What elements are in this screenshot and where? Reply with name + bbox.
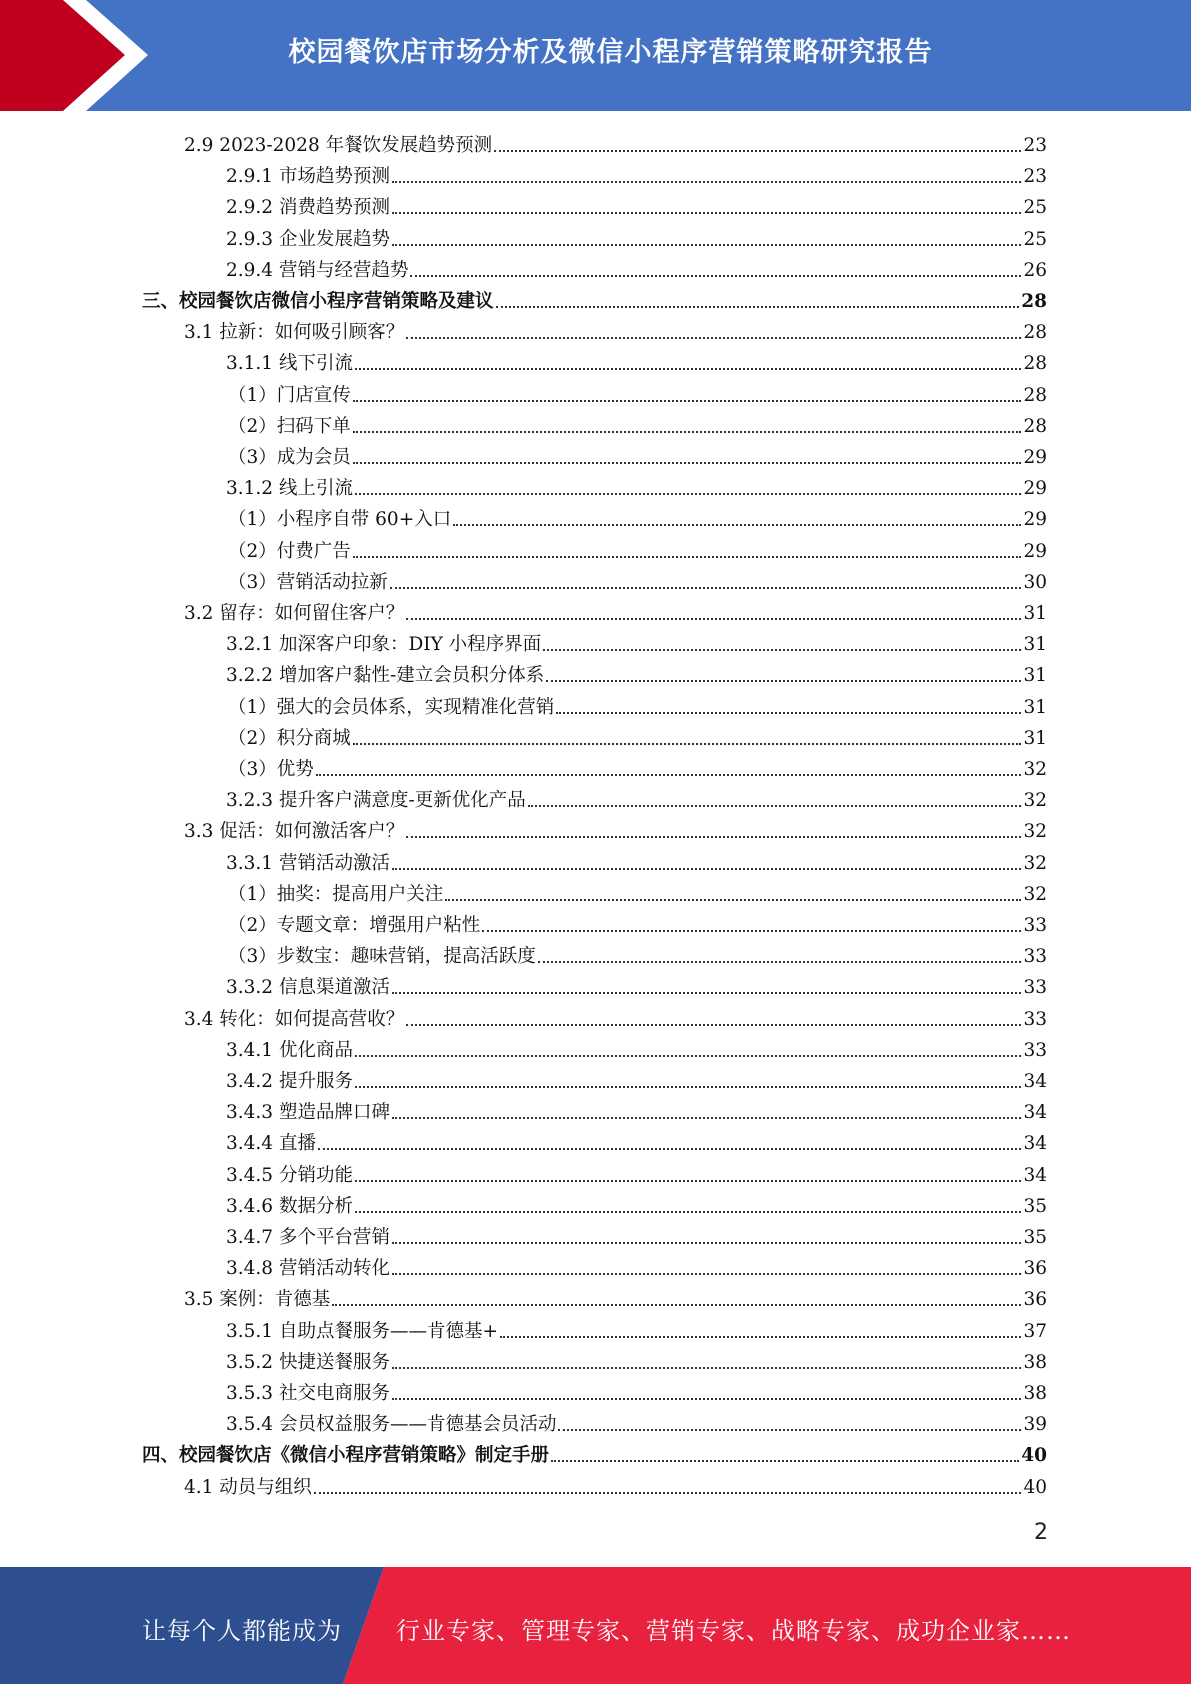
toc-entry-page: 38 <box>1023 1351 1047 1373</box>
toc-entry[interactable] <box>228 690 1047 721</box>
toc-entry-label: 3.4.8 营销活动转化 <box>226 1258 390 1280</box>
toc-dot-leader <box>392 1398 1021 1400</box>
toc-entry-label: 四、校园餐饮店《微信小程序营销策略》制定手册 <box>142 1445 550 1467</box>
toc-entry[interactable] <box>226 1376 1047 1407</box>
toc-entry[interactable] <box>228 409 1047 440</box>
toc-entry[interactable] <box>226 1345 1047 1376</box>
toc-dot-leader <box>556 712 1021 714</box>
toc-dot-leader <box>353 743 1022 745</box>
toc-entry-page: 29 <box>1023 540 1047 562</box>
toc-entry-label: 3.2.3 提升客户满意度-更新优化产品 <box>226 790 526 812</box>
toc-entry-label: 三、校园餐饮店微信小程序营销策略及建议 <box>142 291 494 312</box>
toc-entry-label: 3.5.1 自助点餐服务——肯德基+ <box>226 1320 498 1342</box>
toc-entry-page: 28 <box>1023 353 1047 375</box>
toc-entry-page: 32 <box>1023 852 1047 874</box>
toc-entry-label: 2.9.3 企业发展趋势 <box>226 228 390 250</box>
toc-dot-leader <box>558 1429 1021 1431</box>
toc-entry-page: 23 <box>1023 166 1047 188</box>
toc-entry[interactable] <box>226 1126 1047 1157</box>
toc-entry[interactable] <box>226 1407 1047 1438</box>
footer-banner <box>0 1567 1191 1684</box>
toc-entry-page: 34 <box>1023 1102 1047 1124</box>
toc-entry-page: 35 <box>1023 1195 1047 1217</box>
toc-entry-label: 2.9 2023-2028 年餐饮发展趋势预测 <box>184 135 493 156</box>
toc-dot-leader <box>543 649 1021 651</box>
toc-entry[interactable] <box>226 970 1047 1001</box>
toc-dot-leader <box>406 1024 1021 1026</box>
toc-entry-page: 33 <box>1023 1039 1047 1061</box>
toc-entry[interactable] <box>226 1064 1047 1095</box>
toc-dot-leader <box>316 774 1022 776</box>
toc-entry-page: 33 <box>1023 946 1047 968</box>
toc-entry-label: 3.4.1 优化商品 <box>226 1039 353 1061</box>
toc-entry[interactable] <box>228 378 1047 409</box>
toc-entry[interactable] <box>184 1002 1047 1033</box>
toc-entry[interactable] <box>226 658 1047 689</box>
toc-dot-leader <box>528 805 1022 807</box>
toc-entry-label: 3.2 留存：如何留住客户？ <box>184 603 405 624</box>
toc-entry-page: 29 <box>1023 478 1047 500</box>
toc-entry-page: 34 <box>1023 1164 1047 1186</box>
toc-dot-leader <box>406 337 1021 339</box>
toc-dot-leader <box>392 1367 1021 1369</box>
toc-entry-page: 34 <box>1023 1071 1047 1092</box>
toc-entry[interactable] <box>184 315 1047 346</box>
toc-entry[interactable] <box>226 1220 1047 1251</box>
toc-entry-page: 31 <box>1023 634 1047 656</box>
toc-entry[interactable] <box>226 783 1047 814</box>
toc-entry-label: 3.3.1 营销活动激活 <box>226 852 390 874</box>
toc-entry-page: 36 <box>1023 1289 1047 1311</box>
toc-entry[interactable] <box>184 1470 1047 1501</box>
toc-entry-label: （1）小程序自带 60+入口 <box>228 509 452 531</box>
toc-entry-label: （2）付费广告 <box>228 540 351 562</box>
toc-entry[interactable] <box>228 939 1047 970</box>
toc-entry-page: 25 <box>1023 228 1047 250</box>
toc-entry-label: 2.9.4 营销与经营趋势 <box>226 259 409 281</box>
toc-entry-label: 3.4.5 分销功能 <box>226 1164 353 1186</box>
toc-entry-page: 30 <box>1023 571 1047 593</box>
toc-entry-page: 26 <box>1023 259 1047 281</box>
toc-dot-leader <box>392 244 1021 246</box>
toc-dot-leader <box>390 587 1022 589</box>
toc-entry-page: 29 <box>1023 447 1047 468</box>
toc-entry-label: （3）营销活动拉新 <box>228 571 388 593</box>
toc-dot-leader <box>453 524 1021 526</box>
toc-dot-leader <box>500 1336 1021 1338</box>
toc-entry-page: 33 <box>1023 977 1047 999</box>
toc-entry-page: 29 <box>1023 509 1047 531</box>
toc-entry-page: 31 <box>1023 603 1047 624</box>
toc-entry-page: 25 <box>1023 197 1047 219</box>
toc-dot-leader <box>353 400 1022 402</box>
toc-entry-label: 4.1 动员与组织 <box>184 1476 312 1498</box>
toc-entry[interactable] <box>226 471 1047 502</box>
toc-entry-label: （2）专题文章：增强用户粘性 <box>228 915 481 936</box>
toc-entry-page: 32 <box>1023 790 1047 812</box>
toc-entry-label: （3）优势 <box>228 759 314 780</box>
toc-entry-label: （3）步数宝：趣味营销，提高活跃度 <box>228 946 536 968</box>
toc-entry[interactable] <box>226 1095 1047 1126</box>
toc-dot-leader <box>332 1304 1021 1306</box>
toc-entry-page: 34 <box>1023 1133 1047 1155</box>
toc-entry[interactable] <box>226 1314 1047 1345</box>
header-banner <box>0 0 1191 111</box>
toc-entry[interactable] <box>226 846 1047 877</box>
toc-entry-page: 31 <box>1023 665 1047 687</box>
toc-entry-page: 28 <box>1021 291 1047 312</box>
toc-entry-page: 40 <box>1021 1445 1047 1467</box>
toc-dot-leader <box>392 1117 1021 1119</box>
toc-entry[interactable] <box>228 908 1047 939</box>
toc-entry[interactable] <box>228 534 1047 565</box>
toc-entry-page: 31 <box>1023 727 1047 749</box>
toc-entry[interactable] <box>226 627 1047 658</box>
toc-dot-leader <box>355 1055 1022 1057</box>
toc-entry-label: 2.9.1 市场趋势预测 <box>226 166 390 188</box>
toc-entry[interactable] <box>228 502 1047 533</box>
toc-entry-label: 3.1.2 线上引流 <box>226 478 353 500</box>
toc-entry[interactable] <box>226 222 1047 253</box>
toc-dot-leader <box>551 1460 1019 1462</box>
toc-entry[interactable] <box>226 1033 1047 1064</box>
toc-entry-page: 32 <box>1023 821 1047 843</box>
toc-entry-page: 28 <box>1023 384 1047 406</box>
toc-entry[interactable] <box>226 1158 1047 1189</box>
toc-dot-leader <box>355 1086 1022 1088</box>
toc-entry[interactable] <box>228 877 1047 908</box>
toc-dot-leader <box>482 930 1021 932</box>
toc-dot-leader <box>353 556 1022 558</box>
toc-entry[interactable] <box>228 565 1047 596</box>
toc-entry-label: （3）成为会员 <box>228 447 351 468</box>
toc-dot-leader <box>406 836 1021 838</box>
toc-entry-label: 3.4.3 塑造品牌口碑 <box>226 1102 390 1124</box>
toc-entry-label: 3.5.3 社交电商服务 <box>226 1383 390 1404</box>
toc-dot-leader <box>546 680 1021 682</box>
document-title: 校园餐饮店市场分析及微信小程序营销策略研究报告 <box>288 37 933 68</box>
toc-dot-leader <box>406 618 1021 620</box>
toc-entry[interactable] <box>226 159 1047 190</box>
toc-dot-leader <box>318 1148 1022 1150</box>
toc-entry[interactable] <box>226 1189 1047 1220</box>
toc-dot-leader <box>355 1180 1022 1182</box>
toc-entry[interactable] <box>228 721 1047 752</box>
toc-entry-page: 35 <box>1023 1227 1047 1248</box>
toc-entry[interactable] <box>184 128 1047 159</box>
toc-entry-label: 3.2.2 增加客户黏性-建立会员积分体系 <box>226 665 545 687</box>
page-number: 2 <box>1034 1520 1048 1545</box>
toc-entry-label: 3.3 促活：如何激活客户？ <box>184 821 405 843</box>
toc-dot-leader <box>392 181 1021 183</box>
toc-dot-leader <box>392 1273 1021 1275</box>
toc-entry-page: 40 <box>1023 1476 1047 1498</box>
toc-dot-leader <box>355 1211 1022 1213</box>
toc-entry-page: 39 <box>1023 1414 1047 1436</box>
toc-entry-page: 33 <box>1023 915 1047 936</box>
toc-entry-label: 3.4.2 提升服务 <box>226 1071 353 1092</box>
toc-entry-label: 3.5.2 快捷送餐服务 <box>226 1351 390 1373</box>
toc-entry-label: 3.1 拉新：如何吸引顾客？ <box>184 322 405 344</box>
footer-tagline: 行业专家、管理专家、营销专家、战略专家、成功企业家…… <box>396 1617 1071 1645</box>
toc-entry[interactable] <box>226 253 1047 284</box>
toc-dot-leader <box>314 1492 1022 1494</box>
toc-entry-page: 32 <box>1023 759 1047 780</box>
toc-entry-label: （1）抽奖：提高用户关注 <box>228 883 444 905</box>
toc-entry-page: 31 <box>1023 696 1047 718</box>
toc-dot-leader <box>496 306 1020 308</box>
toc-dot-leader <box>353 431 1022 433</box>
toc-dot-leader <box>410 275 1021 277</box>
toc-entry-page: 23 <box>1023 135 1047 156</box>
toc-dot-leader <box>355 368 1022 370</box>
toc-entry-label: （2）扫码下单 <box>228 415 351 437</box>
toc-entry-page: 38 <box>1023 1383 1047 1404</box>
toc-entry-label: 3.5 案例：肯德基 <box>184 1289 331 1311</box>
toc-entry[interactable] <box>184 596 1047 627</box>
toc-entry-label: 3.4.4 直播 <box>226 1133 316 1155</box>
toc-entry-page: 33 <box>1023 1008 1047 1030</box>
toc-entry-label: （1）强大的会员体系，实现精准化营销 <box>228 696 555 718</box>
toc-entry-label: （2）积分商城 <box>228 727 351 749</box>
toc-entry-page: 37 <box>1023 1320 1047 1342</box>
toc-dot-leader <box>538 961 1022 963</box>
toc-entry-page: 32 <box>1023 883 1047 905</box>
toc-entry-label: 3.1.1 线下引流 <box>226 353 353 375</box>
toc-dot-leader <box>494 150 1021 152</box>
toc-entry[interactable] <box>226 346 1047 377</box>
toc-entry-page: 36 <box>1023 1258 1047 1280</box>
toc-entry-label: 2.9.2 消费趋势预测 <box>226 197 390 219</box>
footer-slogan: 让每个人都能成为 <box>142 1617 342 1645</box>
toc-entry-label: 3.3.2 信息渠道激活 <box>226 977 390 999</box>
toc-entry[interactable] <box>142 1438 1047 1469</box>
toc-dot-leader <box>392 868 1021 870</box>
toc-entry-label: 3.5.4 会员权益服务——肯德基会员活动 <box>226 1414 557 1436</box>
toc-dot-leader <box>392 1242 1021 1244</box>
toc-entry-page: 28 <box>1023 415 1047 437</box>
toc-dot-leader <box>355 493 1022 495</box>
toc-dot-leader <box>392 992 1021 994</box>
toc-entry[interactable] <box>228 440 1047 471</box>
toc-entry[interactable] <box>228 752 1047 783</box>
toc-entry-label: 3.4.6 数据分析 <box>226 1195 353 1217</box>
toc-entry-page: 28 <box>1023 322 1047 344</box>
toc-entry-label: （1）门店宣传 <box>228 384 351 406</box>
toc-dot-leader <box>353 462 1022 464</box>
toc-entry[interactable] <box>142 284 1047 315</box>
toc-entry-label: 3.2.1 加深客户印象：DIY 小程序界面 <box>226 634 542 656</box>
toc-entry[interactable] <box>226 1251 1047 1282</box>
toc-entry-label: 3.4.7 多个平台营销 <box>226 1227 390 1248</box>
toc-entry-label: 3.4 转化：如何提高营收？ <box>184 1008 405 1030</box>
toc-dot-leader <box>392 212 1021 214</box>
toc-dot-leader <box>445 899 1021 901</box>
toc-entry[interactable] <box>184 814 1047 845</box>
toc-entry[interactable] <box>226 190 1047 221</box>
toc-entry[interactable] <box>184 1282 1047 1313</box>
